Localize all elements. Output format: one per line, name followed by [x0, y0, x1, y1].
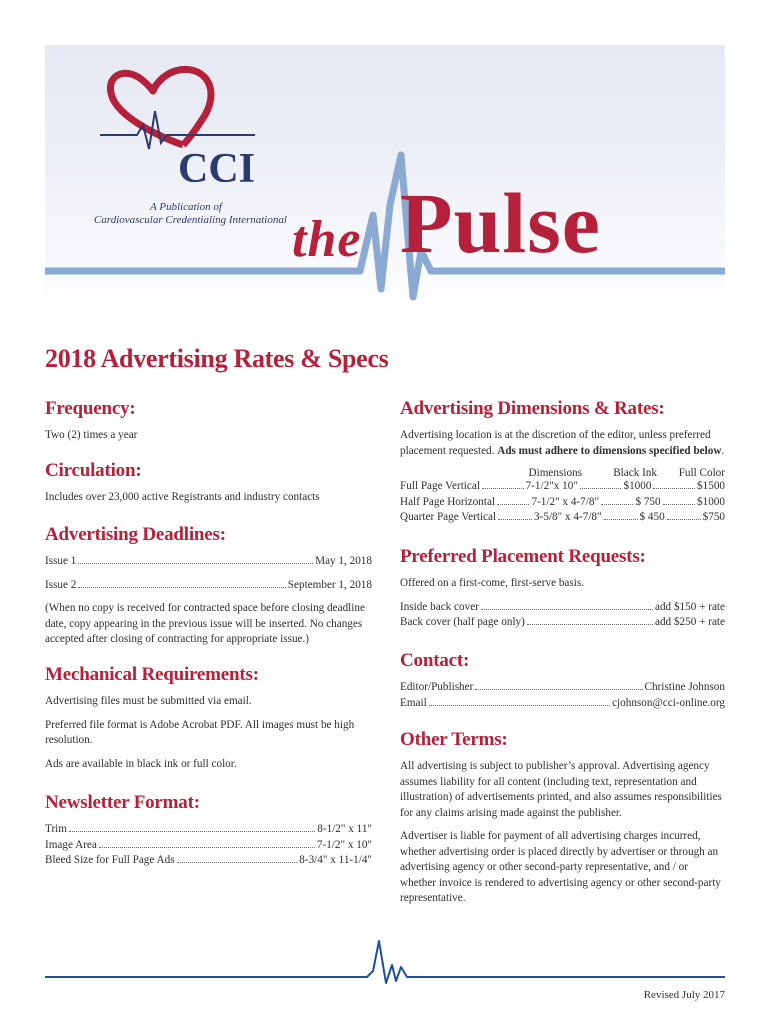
rates-header [400, 467, 725, 479]
placement-row [400, 600, 725, 616]
circulation-section [45, 460, 372, 506]
rate-row [400, 495, 725, 511]
intro-end: . [721, 444, 725, 457]
dot-leader [527, 624, 653, 625]
cci-heart-logo [45, 45, 275, 195]
format-value: 7-1/2" x 10" [316, 838, 372, 851]
intro-bold: Ads must adhere to dimensions specified below [497, 444, 722, 457]
full-color-price: $1500 [697, 480, 726, 492]
contact-label: Editor/Publisher [400, 681, 474, 693]
deadline-row [45, 578, 372, 594]
mechanical-heading: Mechanical Requirements: [45, 664, 259, 685]
publication-label: A Publication of [150, 201, 222, 213]
ad-size: Half Page Horizontal [400, 495, 496, 508]
col-full-color: Full Color [678, 467, 725, 479]
full-color-price: $1000 [697, 495, 725, 508]
deadline-label: Issue 1 [45, 555, 77, 567]
deadline-date: May 1, 2018 [315, 555, 372, 567]
contact-section [400, 650, 725, 711]
mechanical-text: Advertising files must be submitted via email. [45, 695, 252, 707]
page-title: 2018 Advertising Rates & Specs [45, 344, 389, 373]
contact-email[interactable]: cjohnson@cci-online.org [612, 696, 725, 709]
dot-leader [429, 705, 610, 706]
frequency-heading: Frequency: [45, 398, 136, 419]
revision-date: Revised July 2017 [643, 989, 725, 1001]
deadline-label: Issue 2 [45, 578, 77, 591]
deadline-row [45, 554, 372, 570]
circulation-heading: Circulation: [45, 460, 142, 481]
title-the: the [292, 211, 362, 268]
other-terms-text: Advertiser is liable for payment of all advertising charges incurred, whether advertising order is placed directly by advertiser or through an advertising agency or other second-party representative, and / or whether invoice is rendered to advertising agency or other second-party representative. [400, 830, 721, 904]
placement-label: Back cover (half page only) [400, 616, 525, 628]
other-terms-heading: Other Terms: [400, 729, 508, 750]
format-label: Image Area [45, 838, 97, 851]
footer-pulse-line [45, 935, 725, 985]
black-ink-price: $1000 [623, 480, 652, 492]
ad-dimensions: 7-1/2"x 10" [525, 480, 578, 492]
black-ink-price: $ 450 [639, 511, 665, 523]
newsletter-section [45, 792, 372, 869]
dot-leader [78, 563, 313, 564]
placement-row [400, 615, 725, 631]
rate-row [400, 510, 725, 526]
dot-leader [177, 862, 298, 863]
ad-size: Quarter Page Vertical [400, 511, 497, 523]
mechanical-text: Preferred file format is Adobe Acrobat PDF. All images must be high resolution. [45, 718, 355, 746]
ad-size: Full Page Vertical [400, 480, 480, 492]
frequency-text: Two (2) times a year [45, 429, 138, 441]
placement-label: Inside back cover [400, 600, 479, 613]
deadlines-heading: Advertising Deadlines: [45, 524, 226, 545]
contact-row [400, 696, 725, 712]
mechanical-text: Ads are available in black ink or full color. [45, 757, 237, 770]
ad-dimensions: 3-5/8" x 4-7/8" [534, 511, 602, 523]
col-black-ink: Black Ink [613, 467, 657, 479]
dot-leader [475, 689, 642, 690]
dimensions-intro [400, 428, 725, 459]
placement-text: Offered on a first-come, first-serve basis. [400, 577, 585, 589]
dot-leader [481, 609, 653, 610]
placement-heading: Preferred Placement Requests: [400, 546, 646, 567]
format-row [45, 853, 372, 869]
format-value: 8-3/4" x 11-1/4" [299, 854, 372, 866]
col-dimensions: Dimensions [528, 467, 582, 479]
black-ink-price: $ 750 [635, 495, 661, 508]
format-value: 8-1/2" x 11" [317, 823, 372, 835]
format-label: Trim [45, 823, 67, 835]
contact-row [400, 680, 725, 696]
contact-name: Christine Johnson [644, 681, 725, 693]
other-terms-text: All advertising is subject to publisher’s approval. Advertising agency assumes liability for all content (including text, representation and illustration) of advertisements printed, and also assumes responsibilities for any claims arising made against the publisher. [400, 760, 722, 819]
dot-leader [99, 847, 315, 848]
placement-section [400, 546, 725, 631]
contact-heading: Contact: [400, 650, 470, 671]
intro-text: Advertising location is at the discretion of the editor, unless preferred placement requested. [400, 429, 711, 457]
newsletter-heading: Newsletter Format: [45, 792, 200, 813]
logo-text: CCI [178, 146, 256, 192]
placement-price: add $150 + rate [655, 600, 725, 613]
dimensions-section [400, 398, 725, 526]
ad-dimensions: 7-1/2" x 4-7/8" [531, 495, 600, 508]
full-color-price: $750 [702, 511, 726, 523]
circulation-text: Includes over 23,000 active Registrants and industry contacts [45, 491, 320, 503]
title-pulse: Pulse [400, 175, 601, 271]
deadline-note: (When no copy is received for contracted space before closing deadline date, copy appearing in the previous issue will be inserted. No changes accepted after closing of contracting for appropriate issue.) [45, 602, 365, 645]
placement-price: add $250 + rate [655, 616, 725, 628]
other-terms-section [400, 729, 725, 907]
deadline-date: September 1, 2018 [287, 578, 372, 591]
dot-leader [69, 831, 315, 832]
dot-leader [78, 587, 285, 588]
frequency-section [45, 398, 372, 444]
contact-label: Email [400, 696, 427, 709]
format-row [45, 822, 372, 838]
rate-row [400, 479, 725, 495]
dimensions-heading: Advertising Dimensions & Rates: [400, 398, 665, 419]
mechanical-section [45, 664, 372, 772]
format-row [45, 838, 372, 854]
deadlines-section [45, 524, 372, 648]
format-label: Bleed Size for Full Page Ads [45, 854, 175, 866]
publisher-name: Cardiovascular Credentialing International [94, 214, 287, 226]
